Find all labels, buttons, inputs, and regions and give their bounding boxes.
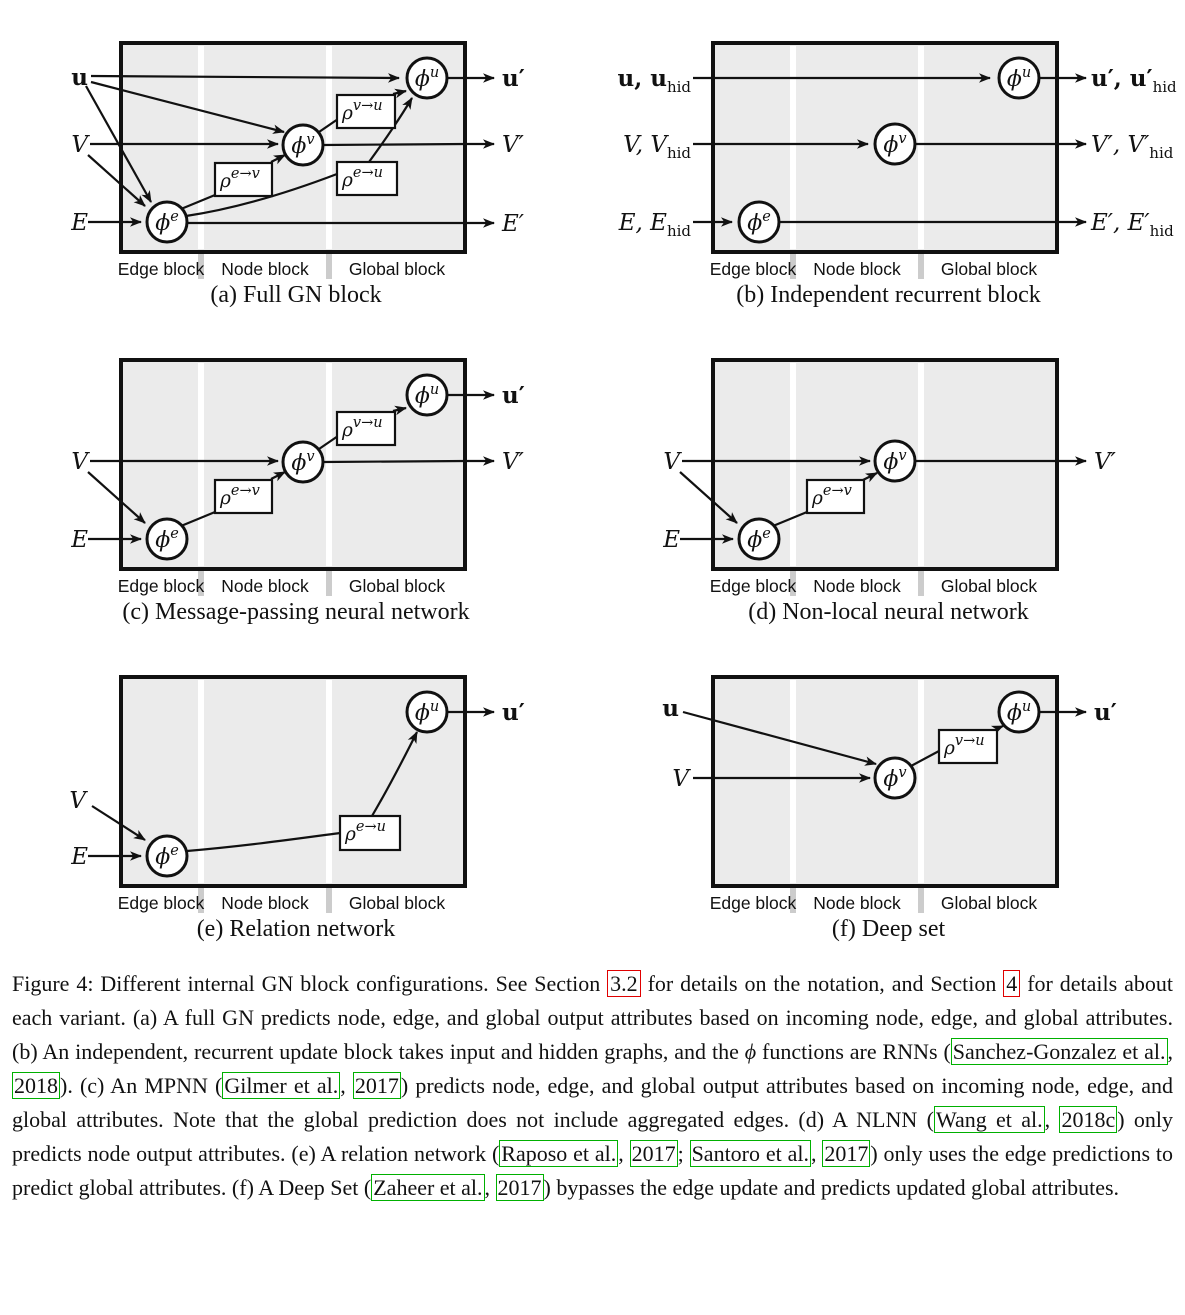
rho-ev-box <box>807 480 864 513</box>
block-divider-tick <box>326 571 332 596</box>
block-divider <box>918 363 924 566</box>
input-label-u: u, $u_{hid}$ <box>617 65 691 96</box>
caption-text-segment: ) only uses the edge predictions to predict global attributes. (f) A Deep Set ( <box>12 1141 1174 1200</box>
global-block-label: Global block <box>940 259 1038 279</box>
block-divider <box>918 680 924 883</box>
caption-text-segment: Figure 4: Different internal GN block configurations. See Section <box>12 971 608 996</box>
block-divider <box>326 680 332 883</box>
phi-e-label: $\phi^e$ <box>155 526 179 553</box>
caption-text-segment: , <box>484 1175 496 1200</box>
caption-text-segment: ). (c) An MPNN ( <box>60 1073 223 1098</box>
edge-block-label: Edge block <box>709 893 797 913</box>
citation-link[interactable]: 2018c <box>1061 1107 1116 1132</box>
rho-ev-label: $\rho^{e\to v}$ <box>220 483 260 509</box>
block-divider-tick <box>918 571 924 596</box>
global-block-label: Global block <box>940 893 1038 913</box>
phi-v-label: $\phi^v$ <box>883 448 907 475</box>
panel-c-caption: (c) Message-passing neural network <box>122 599 470 625</box>
phi-e-label: $\phi^e$ <box>747 209 771 236</box>
phi-u-node <box>999 692 1039 732</box>
citation-link[interactable]: 2018 <box>14 1073 58 1098</box>
output-label-v: V′, $V'_{hid}$ <box>1091 132 1174 162</box>
phi-v-node <box>283 442 323 482</box>
phi-e-label: $\phi^e$ <box>747 526 771 553</box>
caption-text-segment: , <box>340 1073 353 1098</box>
node-block-label: Node block <box>221 259 309 279</box>
edge-block-label: Edge block <box>117 576 205 596</box>
phi-u-label: $\phi^u$ <box>1006 65 1032 92</box>
caption-text-segment: functions are RNNs ( <box>756 1039 951 1064</box>
edge-v-out-line <box>323 461 465 462</box>
rho-eu-box <box>340 816 400 850</box>
rho-vu-box <box>337 412 395 445</box>
phi-e-node <box>147 202 187 242</box>
rho-eu-label: $\rho^{e\to u}$ <box>342 165 383 191</box>
rho-vu-label: $\rho^{v\to u}$ <box>342 98 383 124</box>
phi-v-node <box>283 125 323 165</box>
phi-u-label: $\phi^u$ <box>1006 699 1032 726</box>
citation-link[interactable]: Raposo et al. <box>501 1141 617 1166</box>
input-label-e: E, $E_{hid}$ <box>618 210 691 240</box>
citation-link[interactable]: 2017 <box>631 1141 676 1166</box>
block-divider <box>198 680 204 883</box>
panel-c-diagram <box>0 323 592 595</box>
rho-ev-box <box>215 163 272 196</box>
citation-link[interactable]: Sanchez-Gonzalez et al. <box>952 1039 1166 1064</box>
citation-link[interactable]: Gilmer et al. <box>224 1073 339 1098</box>
node-block-label: Node block <box>221 893 309 913</box>
phi-e-node <box>739 519 779 559</box>
output-label-v: V′ <box>1094 449 1116 475</box>
phi-e-node <box>147 836 187 876</box>
phi-v-node <box>875 441 915 481</box>
panel-b <box>592 6 1185 309</box>
node-block-label: Node block <box>813 259 901 279</box>
output-label-v: V′ <box>502 132 524 158</box>
caption-text-segment: ϕ <box>744 1039 757 1064</box>
phi-u-node <box>407 692 447 732</box>
block-divider-tick <box>918 888 924 913</box>
panel-a-caption: (a) Full GN block <box>210 282 382 308</box>
phi-e-label: $\phi^e$ <box>155 209 179 236</box>
caption-text-segment: for details on the notation, and Section <box>640 971 1004 996</box>
citation-link[interactable]: 2017 <box>354 1073 399 1098</box>
output-label-e: E′ <box>502 211 525 237</box>
input-label-v: V, $V_{hid}$ <box>623 132 691 162</box>
output-label-u: u′ <box>502 65 525 92</box>
rho-ev-label: $\rho^{e\to v}$ <box>812 483 852 509</box>
input-label-v: V <box>69 788 86 814</box>
caption-text-segment: ; <box>677 1141 690 1166</box>
panel-d <box>592 323 1185 626</box>
caption-text-segment: ) bypasses the edge update and predicts updated global attributes. <box>543 1175 1120 1200</box>
phi-v-label: $\phi^v$ <box>883 131 907 158</box>
phi-v-label: $\phi^v$ <box>883 765 907 792</box>
output-label-e: E′, $E'_{hid}$ <box>1091 210 1174 240</box>
caption-text-segment: , <box>1044 1107 1060 1132</box>
citation-link[interactable]: Wang et al. <box>935 1107 1043 1132</box>
panel-grid <box>0 6 1185 943</box>
input-label-u: u <box>662 695 679 722</box>
panel-d-caption: (d) Non-local neural network <box>748 599 1029 625</box>
global-block-label: Global block <box>348 576 446 596</box>
output-label-v: V′ <box>502 449 524 475</box>
panel-f-caption: (f) Deep set <box>831 916 946 942</box>
block-divider <box>326 363 332 566</box>
rho-eu-label: $\rho^{e\to u}$ <box>345 819 386 845</box>
input-label-v: V <box>672 766 689 792</box>
phi-u-node <box>999 58 1039 98</box>
input-label-u: u <box>71 64 88 91</box>
panel-c <box>0 323 592 626</box>
block-divider-tick <box>326 888 332 913</box>
rho-eu-box <box>337 162 397 195</box>
edge-v-out-line <box>323 144 465 145</box>
block-divider-tick <box>918 254 924 279</box>
edge-block-label: Edge block <box>709 576 797 596</box>
caption-text-segment: ) only predicts node output attributes. (e) A relation network ( <box>12 1107 1174 1166</box>
node-block-label: Node block <box>813 576 901 596</box>
panel-b-caption: (b) Independent recurrent block <box>736 282 1041 308</box>
edge-block-label: Edge block <box>117 259 205 279</box>
block-divider <box>790 680 796 883</box>
panel-e <box>0 640 592 943</box>
input-label-v: V <box>71 132 88 158</box>
caption-text-segment: for details about each variant. (a) A full GN predicts node, edge, and global output attributes based on incoming node, edge, and global attributes. (b) An independent, recurrent update block takes input and hidden graphs, and the <box>12 971 1173 1064</box>
block-divider <box>198 363 204 566</box>
panel-b-diagram <box>592 6 1185 278</box>
phi-v-label: $\phi^v$ <box>291 449 315 476</box>
phi-v-node <box>875 758 915 798</box>
section-ref-link[interactable]: 4 <box>1003 970 1020 997</box>
input-label-e: E <box>663 527 680 553</box>
phi-u-node <box>407 375 447 415</box>
rho-vu-label: $\rho^{v\to u}$ <box>342 415 383 441</box>
citation-link[interactable]: Zaheer et al. <box>373 1175 483 1200</box>
panel-f-diagram <box>592 640 1185 912</box>
block-divider <box>790 363 796 566</box>
caption-text-segment: , <box>810 1141 823 1166</box>
phi-v-label: $\phi^v$ <box>291 132 315 159</box>
phi-e-node <box>147 519 187 559</box>
input-label-e: E <box>71 844 88 870</box>
caption-text-segment: , <box>1167 1039 1174 1064</box>
rho-ev-box <box>215 480 272 513</box>
panel-f <box>592 640 1185 943</box>
phi-e-label: $\phi^e$ <box>155 843 179 870</box>
edge-block-label: Edge block <box>117 893 205 913</box>
input-label-e: E <box>71 527 88 553</box>
caption-text-segment: ) predicts node, edge, and global output attributes based on incoming node, edge, and global attributes. Note that the global prediction does not include aggregated edges. (d) A NLNN ( <box>12 1073 1173 1132</box>
global-block-label: Global block <box>348 893 446 913</box>
phi-v-node <box>875 124 915 164</box>
rho-vu-box <box>939 730 997 763</box>
citation-link[interactable]: 2017 <box>497 1175 542 1200</box>
panel-e-diagram <box>0 640 592 912</box>
caption-text-segment: , <box>618 1141 630 1166</box>
section-ref-link[interactable]: 3.2 <box>607 970 641 997</box>
panel-a <box>0 6 592 309</box>
rho-vu-label: $\rho^{v\to u}$ <box>944 733 985 759</box>
citation-link[interactable]: Santoro et al. <box>691 1141 809 1166</box>
output-label-u: u′ <box>1094 699 1117 726</box>
output-label-u: u′ <box>502 699 525 726</box>
citation-link[interactable]: 2017 <box>824 1141 869 1166</box>
block-divider <box>790 46 796 249</box>
figure-caption <box>0 967 1185 1205</box>
global-block-label: Global block <box>348 259 446 279</box>
panel-e-caption: (e) Relation network <box>196 916 396 942</box>
input-label-v: V <box>71 449 88 475</box>
input-label-v: V <box>663 449 680 475</box>
node-block-label: Node block <box>813 893 901 913</box>
phi-u-label: $\phi^u$ <box>414 699 440 726</box>
output-label-u: u′ <box>502 382 525 409</box>
input-label-e: E <box>71 210 88 236</box>
global-block-label: Global block <box>940 576 1038 596</box>
edge-block-label: Edge block <box>709 259 797 279</box>
phi-u-label: $\phi^u$ <box>414 382 440 409</box>
panel-a-diagram <box>0 6 592 278</box>
block-divider-tick <box>326 254 332 279</box>
panel-d-diagram <box>592 323 1185 595</box>
phi-e-node <box>739 202 779 242</box>
rho-ev-label: $\rho^{e\to v}$ <box>220 166 260 192</box>
phi-u-node <box>407 58 447 98</box>
phi-u-label: $\phi^u$ <box>414 65 440 92</box>
node-block-label: Node block <box>221 576 309 596</box>
rho-vu-box <box>337 95 395 128</box>
block-divider <box>918 46 924 249</box>
output-label-u: u′, $u'_{hid}$ <box>1091 65 1177 96</box>
